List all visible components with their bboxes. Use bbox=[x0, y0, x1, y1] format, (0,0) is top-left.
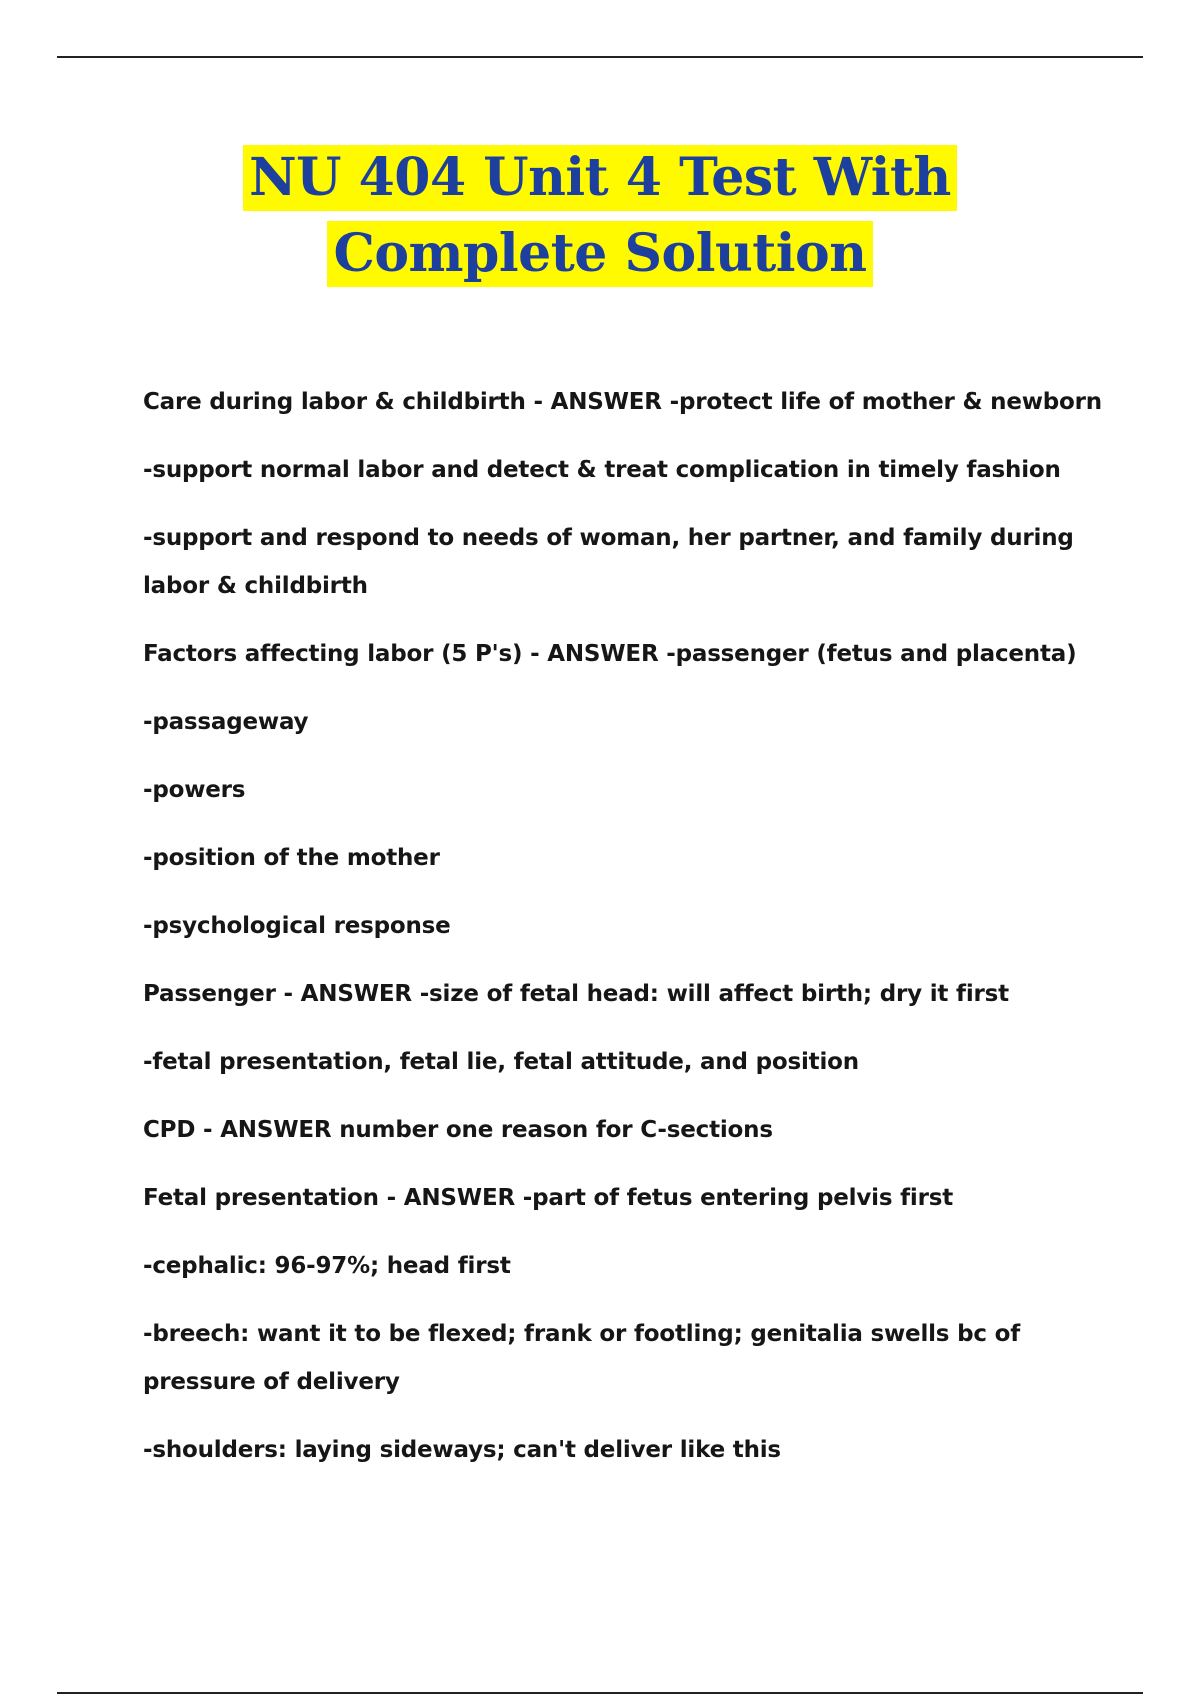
text-line: -psychological response bbox=[143, 913, 451, 939]
text-line: CPD - ANSWER number one reason for C-sections bbox=[143, 1117, 773, 1143]
text-line: -support normal labor and detect & treat complication in timely fashion bbox=[143, 457, 1061, 483]
text-line: -support and respond to needs of woman, her partner, and family during labor & childbirth bbox=[143, 525, 1074, 599]
text-line: -fetal presentation, fetal lie, fetal attitude, and position bbox=[143, 1049, 859, 1075]
text-line: Factors affecting labor (5 P's) - ANSWER -passenger (fetus and placenta) bbox=[143, 641, 1077, 667]
text-line: -breech: want it to be flexed; frank or footling; genitalia swells bc of pressure of delivery bbox=[143, 1321, 1021, 1395]
title-line-1: NU 404 Unit 4 Test With bbox=[243, 145, 957, 211]
top-divider bbox=[57, 56, 1143, 58]
text-line: -cephalic: 96-97%; head first bbox=[143, 1253, 511, 1279]
document-title bbox=[0, 140, 1200, 292]
text-line: -passageway bbox=[143, 709, 309, 735]
document-body bbox=[143, 378, 1103, 1494]
text-line: -shoulders: laying sideways; can't deliver like this bbox=[143, 1437, 781, 1463]
text-line: Passenger - ANSWER -size of fetal head: will affect birth; dry it first bbox=[143, 981, 1009, 1007]
text-line: -position of the mother bbox=[143, 845, 440, 871]
bottom-divider bbox=[57, 1692, 1143, 1694]
text-line: Fetal presentation - ANSWER -part of fetus entering pelvis first bbox=[143, 1185, 954, 1211]
title-line-2: Complete Solution bbox=[327, 221, 872, 287]
text-line: -powers bbox=[143, 777, 246, 803]
text-line: Care during labor & childbirth - ANSWER -protect life of mother & newborn bbox=[143, 389, 1102, 415]
